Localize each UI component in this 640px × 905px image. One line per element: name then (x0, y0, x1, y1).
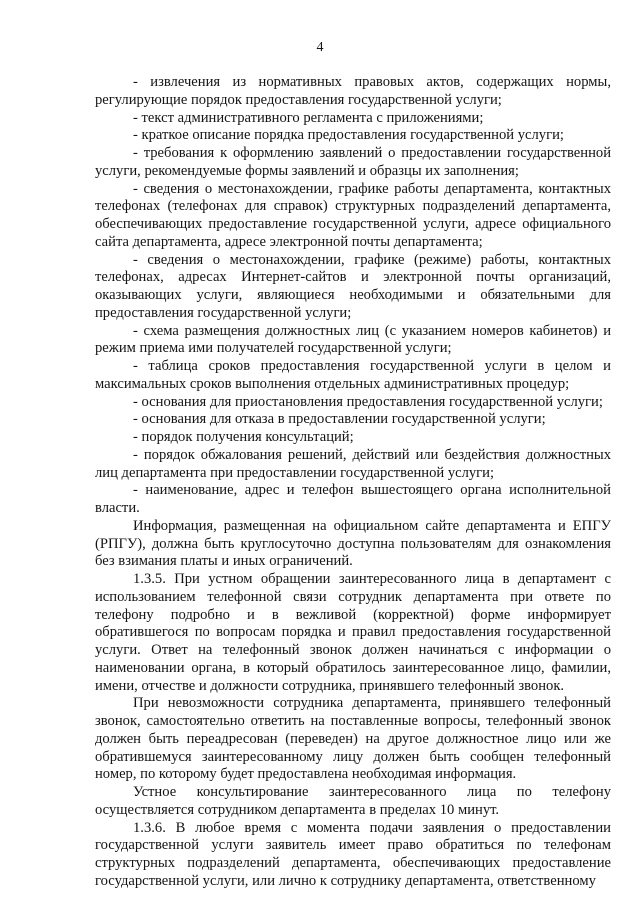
list-item: - таблица сроков предоставления государственной услуги в целом и максимальных сроков выполнения отдельных административных процедур; (95, 358, 611, 392)
paragraph-1-3-5: 1.3.5. При устном обращении заинтересованного лица в департамент с использованием телефонной связи сотрудник департамента при ответе по телефону подробно и в вежливой (корректной) форме информирует обратившегося по вопросам порядка и правил предоставления государственной услуги. Ответ на телефонный звонок должен начинаться с информации о наименовании органа, в который обратилось заинтересованное лицо, фамилии, имени, отчестве и должности сотрудника, принявшего телефонный звонок. (95, 571, 611, 694)
page-number: 4 (316, 40, 324, 55)
list-item: - извлечения из нормативных правовых актов, содержащих нормы, регулирующие порядок предоставления государственной услуги; (95, 74, 611, 108)
list-item: - схема размещения должностных лиц (с указанием номеров кабинетов) и режим приема ими получателей государственной услуги; (95, 322, 611, 357)
list-item: - текст административного регламента с приложениями; (133, 109, 484, 126)
document-body (95, 74, 611, 891)
paragraph-info-availability: Информация, размещенная на официальном сайте департамента и ЕПГУ (РПГУ), должна быть круглосуточно доступна пользователям для ознакомления без взимания платы и иных ограничений. (95, 517, 611, 570)
list-item: - сведения о местонахождении, графике работы департамента, контактных телефонах (телефонах для справок) структурных подразделений департамента, обеспечивающих предоставление государственной услуги, адресе официального сайта департамента, адресе электронной почты департамента; (95, 180, 611, 250)
list-item: - основания для приостановления предоставления государственной услуги; (133, 393, 603, 410)
list-item: - основания для отказа в предоставлении государственной услуги; (133, 411, 546, 428)
list-item: - порядок получения консультаций; (133, 429, 354, 445)
paragraph-consultation-duration: Устное консультирование заинтересованного лица по телефону осуществляется сотрудником департамента в пределах 10 минут. (95, 784, 611, 818)
list-item: - сведения о местонахождении, графике (режиме) работы, контактных телефонах, адресах Интернет-сайтов и электронной почты организаций, оказывающих услуги, являющиеся необходимыми и обязательными для предоставления государственной услуги; (95, 251, 611, 321)
paragraph-1-3-6: 1.3.6. В любое время с момента подачи заявления о предоставлении государственной услуги заявитель имеет право обратиться по телефонам структурных подразделений департамента, обеспечивающих предоставление государственной услуги, или лично к сотруднику департамента, ответственному (95, 819, 611, 889)
list-item: - наименование, адрес и телефон вышестоящего органа исполнительной власти. (95, 482, 611, 516)
paragraph-call-redirect: При невозможности сотрудника департамента, принявшего телефонный звонок, самостоятельно ответить на поставленные вопросы, телефонный звонок должен быть переадресован (переведен) на другое должностное лицо или же обратившемуся заинтересованному лицу должен быть сообщен телефонный номер, по которому будет предоставлена необходимая информация. (95, 695, 611, 783)
list-item: - краткое описание порядка предоставления государственной услуги; (133, 127, 564, 144)
list-item: - порядок обжалования решений, действий или бездействия должностных лиц департамента при предоставлении государственной услуги; (95, 446, 611, 481)
list-item: - требования к оформлению заявлений о предоставлении государственной услуги, рекомендуемые формы заявлений и образцы их заполнения; (95, 145, 611, 179)
